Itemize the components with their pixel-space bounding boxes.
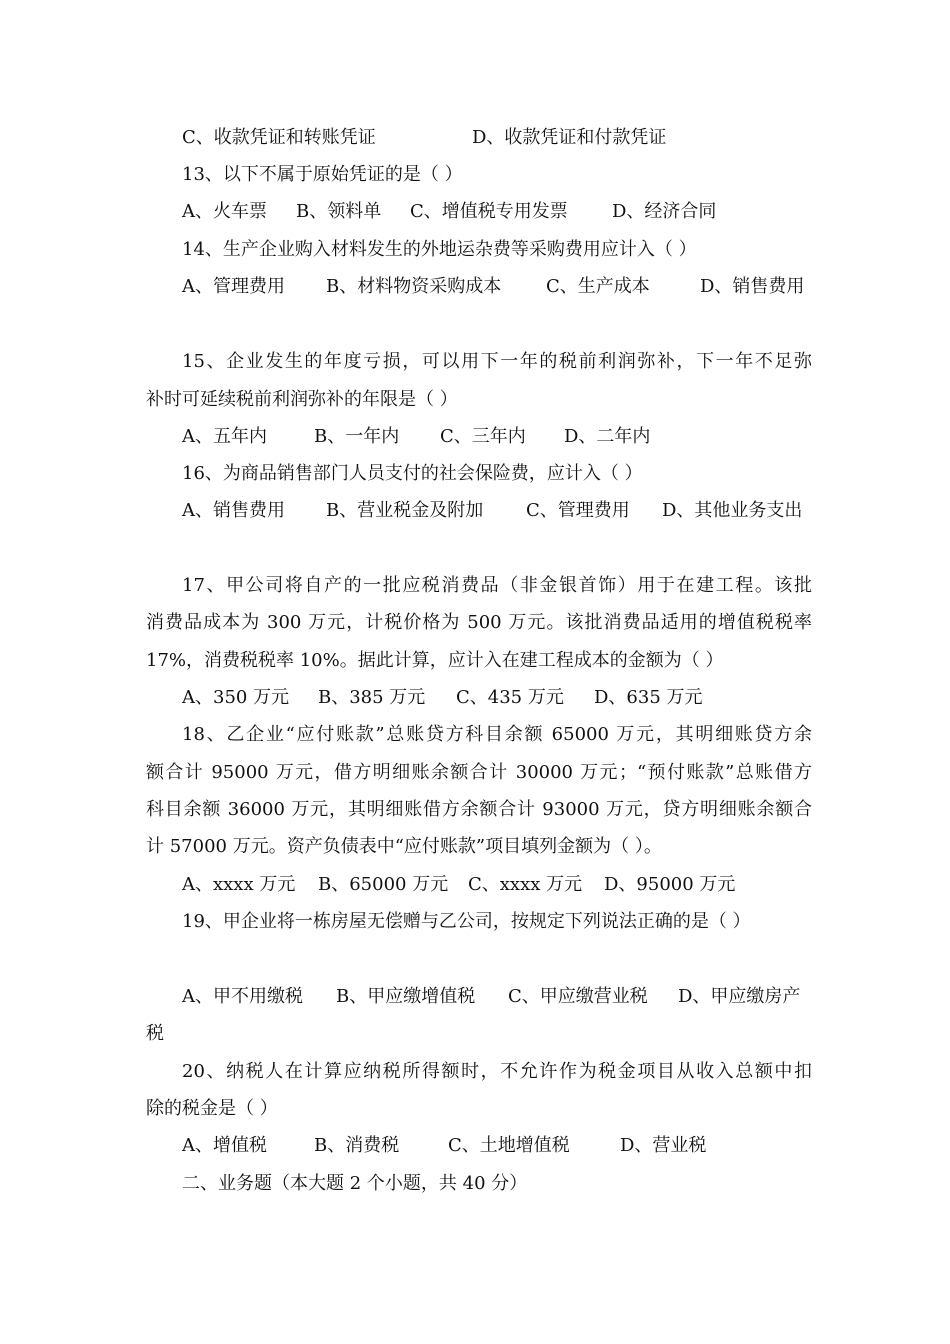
q15-option-a: A、五年内 bbox=[182, 426, 267, 447]
q20-option-d: D、营业税 bbox=[620, 1135, 707, 1156]
q18-stem-line3: 科目余额 36000 万元，其明细账借方余额合计 93000 万元，贷方明细账余额合 bbox=[146, 799, 812, 820]
q18-option-d: D、95000 万元 bbox=[604, 874, 736, 895]
q13-option-a: A、火车票 bbox=[182, 201, 267, 222]
q17-option-c: C、435 万元 bbox=[456, 687, 564, 708]
q18-option-b: B、65000 万元 bbox=[318, 874, 449, 895]
q17-option-b: B、385 万元 bbox=[318, 687, 426, 708]
q14-option-d: D、销售费用 bbox=[700, 276, 805, 297]
q18-stem-line4: 计 57000 万元。资产负债表中“应付账款”项目填列金额为（ ）。 bbox=[146, 836, 662, 857]
q17-stem-line1: 17、甲公司将自产的一批应税消费品（非金银首饰）用于在建工程。该批 bbox=[182, 575, 812, 596]
q15-stem-line1: 15、企业发生的年度亏损，可以用下一年的税前利润弥补，下一年不足弥 bbox=[182, 351, 812, 372]
q18-stem-line2: 额合计 95000 万元，借方明细账余额合计 30000 万元；“预付账款”总账借方 bbox=[146, 762, 812, 783]
q20-option-a: A、增值税 bbox=[182, 1135, 267, 1156]
q18-option-a: A、xxxx 万元 bbox=[182, 874, 296, 895]
q20-stem-line2: 除的税金是（ ） bbox=[146, 1098, 278, 1119]
q19-option-a: A、甲不用缴税 bbox=[182, 986, 303, 1007]
q16-option-b: B、营业税金及附加 bbox=[326, 500, 484, 521]
q17-stem-line3: 17%，消费税税率 10%。据此计算，应计入在建工程成本的金额为（ ） bbox=[146, 650, 724, 671]
q19-options-wrap: 税 bbox=[146, 1023, 164, 1044]
q15-stem-line2: 补时可延续税前利润弥补的年限是（ ） bbox=[146, 389, 458, 410]
q17-stem-line2: 消费品成本为 300 万元，计税价格为 500 万元。该批消费品适用的增值税税率 bbox=[146, 612, 812, 633]
q16-option-a: A、销售费用 bbox=[182, 500, 285, 521]
q19-option-c: C、甲应缴营业税 bbox=[508, 986, 648, 1007]
q16-option-d: D、其他业务支出 bbox=[662, 500, 803, 521]
q13-option-d: D、经济合同 bbox=[612, 201, 717, 222]
q13-option-b: B、领料单 bbox=[296, 201, 382, 222]
q19-option-b: B、甲应缴增值税 bbox=[336, 986, 476, 1007]
q17-option-a: A、350 万元 bbox=[182, 687, 290, 708]
q19-option-d: D、甲应缴房产 bbox=[678, 986, 801, 1007]
q15-option-b: B、一年内 bbox=[314, 426, 400, 447]
q17-option-d: D、635 万元 bbox=[594, 687, 703, 708]
q15-option-d: D、二年内 bbox=[564, 426, 651, 447]
q20-option-b: B、消费税 bbox=[314, 1135, 400, 1156]
q14-option-a: A、管理费用 bbox=[182, 276, 285, 297]
q20-stem-line1: 20、纳税人在计算应纳税所得额时，不允许作为税金项目从收入总额中扣 bbox=[182, 1061, 812, 1082]
q18-stem-line1: 18、乙企业“应付账款”总账贷方科目余额 65000 万元，其明细账贷方余 bbox=[182, 724, 812, 745]
q15-option-c: C、三年内 bbox=[440, 426, 526, 447]
q13-stem: 13、以下不属于原始凭证的是（ ） bbox=[182, 164, 463, 185]
q14-option-c: C、生产成本 bbox=[546, 276, 650, 297]
q14-stem: 14、生产企业购入材料发生的外地运杂费等采购费用应计入（ ） bbox=[182, 239, 697, 260]
q13-option-c: C、增值税专用发票 bbox=[410, 201, 568, 222]
q20-option-c: C、土地增值税 bbox=[448, 1135, 570, 1156]
q16-stem: 16、为商品销售部门人员支付的社会保险费，应计入（ ） bbox=[182, 463, 643, 484]
q12-option-c: C、收款凭证和转账凭证 bbox=[182, 127, 376, 148]
q16-option-c: C、管理费用 bbox=[526, 500, 630, 521]
q12-option-d: D、收款凭证和付款凭证 bbox=[472, 127, 667, 148]
section2-heading: 二、业务题（本大题 2 个小题，共 40 分） bbox=[182, 1173, 528, 1194]
q19-stem: 19、甲企业将一栋房屋无偿赠与乙公司，按规定下列说法正确的是（ ） bbox=[182, 911, 751, 932]
q14-option-b: B、材料物资采购成本 bbox=[326, 276, 502, 297]
q18-option-c: C、xxxx 万元 bbox=[468, 874, 583, 895]
